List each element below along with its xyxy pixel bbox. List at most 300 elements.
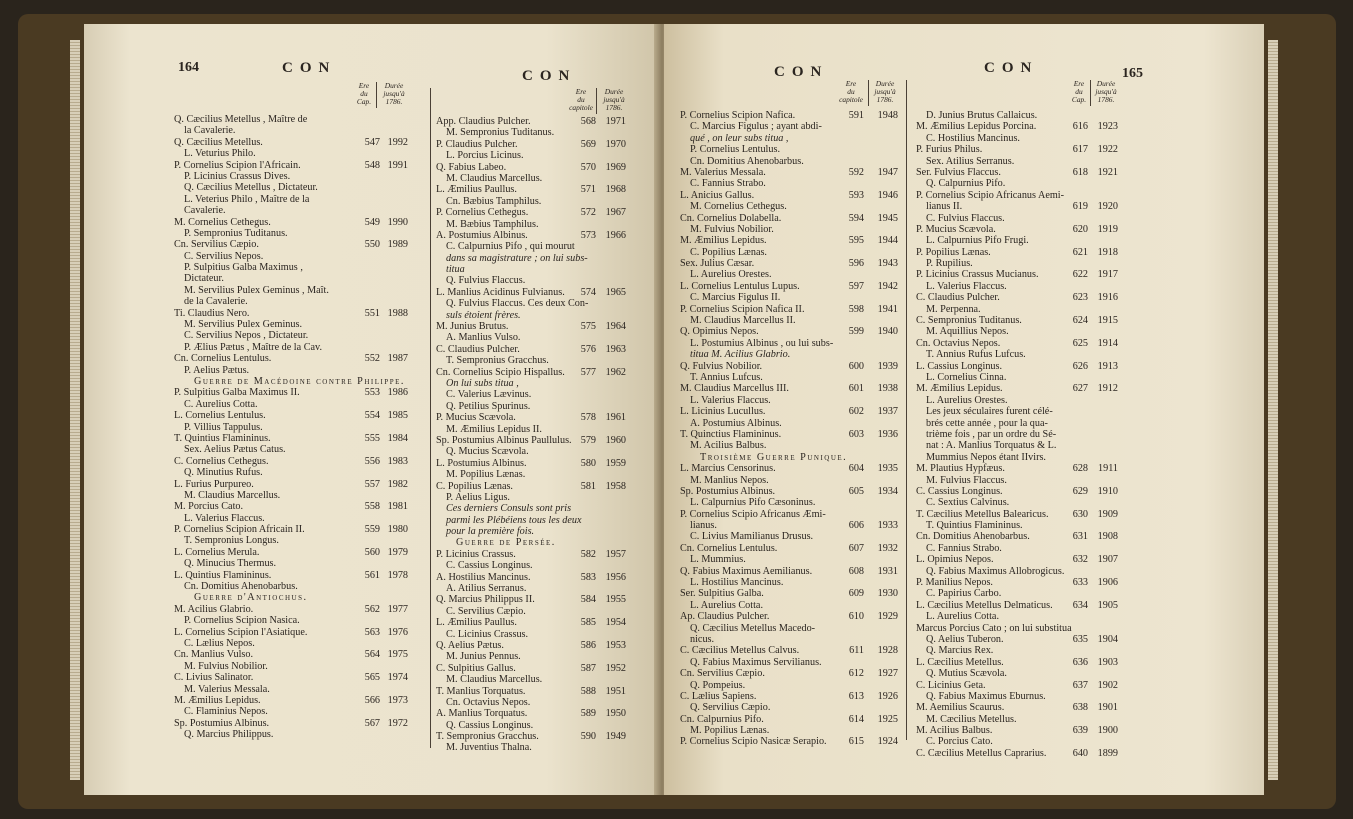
duration-year: 1951 (605, 685, 626, 697)
column-head-duration: Durée jusqu'à 1786. (874, 79, 896, 104)
consul-name: P. Cornelius Scipio Africanus Aemi- (916, 189, 1064, 201)
era-year: 597 (848, 280, 864, 292)
consul-name: M. Servilius Pulex Geminus , Maît. (184, 284, 329, 296)
consul-entry (916, 531, 1136, 542)
consul-entry (174, 638, 410, 649)
consul-entry (174, 319, 410, 330)
consul-entry (174, 581, 410, 592)
consul-name: A. Manlius Vulso. (446, 332, 521, 344)
consul-name: M. Acilius Balbus. (916, 725, 993, 737)
era-year: 599 (848, 326, 864, 338)
duration-year: 1985 (387, 410, 408, 422)
era-year: 554 (364, 410, 380, 422)
era-year: 613 (848, 690, 864, 702)
consul-entry (436, 446, 632, 457)
era-year: 568 (580, 116, 596, 127)
consul-entry (916, 475, 1136, 486)
consul-name: Q. Fulvius Flaccus. Ces deux Con- (446, 298, 589, 310)
duration-year: 1914 (1097, 337, 1118, 349)
consul-name: C. Cæcilius Metellus Calvus. (680, 645, 800, 657)
duration-year: 1953 (605, 639, 626, 651)
era-year: 589 (580, 708, 596, 720)
consul-name: L. Cæcilius Metellus Delmaticus. (916, 599, 1053, 611)
consul-entry (680, 600, 904, 611)
consul-name: M. Valerius Messala. (680, 166, 766, 178)
consul-name: M. Claudius Marcellus. (446, 674, 543, 686)
consul-entry (680, 680, 904, 691)
consul-entry (680, 668, 904, 679)
consul-name: Dictateur. (184, 273, 224, 285)
consul-entry (174, 262, 410, 273)
duration-year: 1971 (605, 116, 626, 127)
consul-name: Guerre de Macédoine contre Philippe. (194, 375, 405, 387)
note-line (916, 406, 1136, 417)
consul-name: C. Marcius Figulus ; ayant abdi- (690, 121, 822, 133)
column-head-era: Ere du Cap. (356, 81, 372, 106)
era-year: 587 (580, 662, 596, 674)
era-year: 623 (1072, 292, 1088, 304)
consul-name: M. Junius Brutus. (436, 321, 509, 333)
duration-year: 1969 (605, 161, 626, 173)
era-year: 605 (848, 485, 864, 497)
consul-name: Cn. Domitius Ahenobarbus. (690, 155, 804, 167)
era-year: 612 (848, 668, 864, 680)
consul-entry (174, 308, 410, 319)
era-year: 636 (1072, 656, 1088, 668)
consul-entry (436, 515, 632, 526)
era-year: 611 (849, 645, 864, 657)
consul-entry (916, 178, 1136, 189)
era-year: 564 (364, 649, 380, 661)
consul-name: Q. Cæcilius Metellus , Dictateur. (184, 182, 318, 194)
duration-year: 1975 (387, 649, 408, 661)
duration-year: 1909 (1097, 508, 1118, 520)
consul-name: Q. Fulvius Flaccus. (446, 275, 526, 287)
consul-entry (916, 167, 1136, 178)
column-head-era: Ere du capitole (569, 87, 593, 112)
consul-entry (436, 275, 632, 286)
consul-name: Sp. Postumius Albinus. (174, 717, 270, 729)
duration-year: 1903 (1097, 656, 1118, 668)
consul-entry (436, 674, 632, 685)
consul-name: C. Servilius Cæpio. (446, 605, 526, 617)
consul-entry (916, 281, 1136, 292)
consul-name: On lui subs titua , (446, 377, 519, 389)
consul-name: Q. Aelius Tuberon. (926, 633, 1004, 645)
era-year: 640 (1072, 747, 1088, 759)
consul-name: Q. Marcius Philippus II. (436, 594, 535, 606)
consul-entry (174, 399, 410, 410)
era-year: 556 (364, 455, 380, 467)
consul-entry (916, 269, 1136, 280)
consul-entry (680, 201, 904, 212)
era-year: 580 (580, 457, 596, 469)
consul-entry (916, 156, 1136, 167)
consul-name: M. Acilius Balbus. (690, 440, 767, 452)
consul-entry (916, 292, 1136, 303)
duration-year: 1929 (877, 611, 898, 623)
consul-entry (680, 133, 904, 144)
consul-name: T. Sempronius Gracchus. (446, 355, 549, 367)
consul-name: P. Mucius Scævola. (916, 223, 996, 235)
consul-name: trième fois , par un ordre du Sé- (926, 428, 1057, 440)
consul-name: Q. Marcius Philippus. (184, 729, 274, 741)
era-year: 621 (1072, 246, 1088, 258)
consul-name: L. Postumius Albinus , ou lui subs- (690, 337, 834, 349)
consul-entry (436, 481, 632, 492)
consul-name: App. Claudius Pulcher. (436, 116, 531, 127)
era-year: 595 (848, 235, 864, 247)
consul-entry (916, 668, 1136, 679)
duration-year: 1916 (1097, 292, 1118, 304)
duration-year: 1911 (1098, 463, 1118, 475)
consul-name: L. Aurelius Orestes. (690, 269, 772, 281)
consul-name: T. Sempronius Longus. (184, 535, 279, 547)
consul-name: pour la première fois. (446, 526, 535, 538)
consul-entry (174, 684, 410, 695)
duration-year: 1931 (877, 565, 898, 577)
consul-entry (436, 127, 632, 138)
consul-name: L. Mummius. (690, 554, 746, 566)
consul-entry (436, 651, 632, 662)
era-year: 624 (1072, 315, 1088, 327)
duration-year: 1957 (605, 548, 626, 560)
consul-name: Cn. Calpurnius Pifo. (680, 713, 764, 725)
consul-entry (916, 349, 1136, 360)
consul-entry (680, 429, 904, 440)
consul-entry (174, 695, 410, 706)
consul-entry (174, 353, 410, 364)
consul-name: M. Popilius Lænas. (690, 725, 770, 737)
consul-entry (174, 672, 410, 683)
consul-entry (174, 456, 410, 467)
duration-year: 1992 (387, 136, 408, 148)
duration-year: 1948 (877, 110, 898, 121)
era-year: 557 (364, 478, 380, 490)
consul-entry (680, 292, 904, 303)
duration-year: 1973 (387, 694, 408, 706)
era-year: 610 (848, 611, 864, 623)
consul-name: T. Quinctius Flamininus. (680, 428, 782, 440)
duration-year: 1901 (1097, 702, 1118, 714)
consul-entry (436, 378, 632, 389)
era-year: 591 (848, 110, 864, 121)
consul-entry (174, 706, 410, 717)
consul-entry (916, 372, 1136, 383)
duration-year: 1959 (605, 457, 626, 469)
consul-entry (680, 577, 904, 588)
duration-year: 1904 (1097, 633, 1118, 645)
consul-entry (680, 736, 904, 747)
consul-name: P. Sulpitius Galba Maximus , (184, 262, 303, 274)
consul-name: Cn. Cornelius Scipio Hispallus. (436, 366, 565, 378)
era-year: 603 (848, 428, 864, 440)
consul-entry (174, 285, 410, 296)
duration-year: 1926 (877, 690, 898, 702)
consul-entry (174, 365, 410, 376)
consul-name: P. Licinius Crassus Mucianus. (916, 269, 1039, 281)
consul-entry (916, 736, 1136, 747)
consul-name: M. Aemilius Scaurus. (916, 702, 1005, 714)
era-year: 594 (848, 212, 864, 224)
consul-name: C. Livius Mamilianus Drusus. (690, 531, 814, 543)
consul-name: P. Manilius Nepos. (916, 577, 993, 589)
consul-entry (436, 594, 632, 605)
consul-name: Cn. Manlius Vulso. (174, 649, 254, 661)
consul-entry (680, 213, 904, 224)
era-year: 622 (1072, 269, 1088, 281)
consul-name: C. Fannius Strabo. (926, 542, 1002, 554)
consul-entry (436, 697, 632, 708)
duration-year: 1970 (605, 138, 626, 150)
consul-name: suls étoient frères. (446, 309, 521, 321)
consul-name: Ap. Claudius Pulcher. (680, 611, 770, 623)
section-heading (174, 376, 410, 387)
consul-name: A. Postumius Albinus. (690, 417, 782, 429)
consul-entry (916, 714, 1136, 725)
era-year: 627 (1072, 383, 1088, 395)
consul-name: Sp. Postumius Albinus. (680, 485, 776, 497)
consul-name: L. Licinius Lucullus. (680, 406, 766, 418)
consul-list-column (436, 116, 632, 754)
consul-entry (174, 513, 410, 524)
consul-name: Q. Mutius Scævola. (926, 668, 1007, 680)
consul-name: Cn. Cornelius Lentulus. (174, 353, 272, 365)
era-year: 582 (580, 548, 596, 560)
duration-year: 1991 (387, 159, 408, 171)
consul-name: C. Sulpitius Gallus. (436, 662, 516, 674)
consul-name: C. Sextius Calvinus. (926, 497, 1010, 509)
era-year: 639 (1072, 725, 1088, 737)
consul-entry (174, 729, 410, 740)
era-year: 620 (1072, 223, 1088, 235)
consul-name: P. Licinius Crassus. (436, 548, 516, 560)
consul-name: dans sa magistrature ; on lui subs- (446, 252, 588, 264)
consul-name: C. Calpurnius Pifo , qui mourut (446, 241, 575, 253)
consul-entry (174, 330, 410, 341)
consul-name: C. Porcius Cato. (926, 736, 993, 748)
duration-year: 1956 (605, 571, 626, 583)
consul-entry (916, 224, 1136, 235)
consul-name: M. Fulvius Nobilior. (690, 223, 774, 235)
duration-year: 1989 (387, 239, 408, 251)
consul-name: D. Junius Brutus Callaicus. (926, 110, 1038, 121)
duration-year: 1977 (387, 603, 408, 615)
era-year: 592 (848, 166, 864, 178)
era-year: 629 (1072, 485, 1088, 497)
consul-name: M. Æmilius Lepidus. (680, 235, 767, 247)
duration-year: 1980 (387, 524, 408, 536)
consul-name: Cn. Octavius Nepos. (446, 696, 531, 708)
consul-name: Q. Cassius Longinus. (446, 719, 534, 731)
duration-year: 1942 (877, 280, 898, 292)
consul-name: C. Fannius Strabo. (690, 178, 766, 190)
consul-name: M. Cornelius Cethegus. (174, 216, 271, 228)
consul-name: Q. Minucius Thermus. (184, 558, 277, 570)
consul-name: C. Aurelius Cotta. (184, 398, 258, 410)
consul-name: M. Acilius Glabrio. (174, 603, 254, 615)
consul-entry (436, 663, 632, 674)
era-year: 632 (1072, 554, 1088, 566)
consul-entry (680, 304, 904, 315)
consul-entry (436, 355, 632, 366)
consul-entry (916, 383, 1136, 394)
duration-year: 1932 (877, 542, 898, 554)
duration-year: 1927 (877, 668, 898, 680)
consul-entry (436, 344, 632, 355)
consul-entry (680, 144, 904, 155)
consul-entry (916, 588, 1136, 599)
era-year: 630 (1072, 508, 1088, 520)
consul-name: P. Sulpitius Galba Maximus II. (174, 387, 300, 399)
duration-year: 1987 (387, 353, 408, 365)
consul-name: C. Cæcilius Metellus Caprarius. (916, 747, 1047, 759)
consul-list-column (680, 110, 904, 748)
duration-year: 1930 (877, 588, 898, 600)
era-year: 560 (364, 546, 380, 558)
consul-entry (916, 133, 1136, 144)
era-year: 579 (580, 434, 596, 446)
era-year: 637 (1072, 679, 1088, 691)
consul-name: Troisième Guerre Punique. (700, 451, 848, 463)
consul-name: A. Postumius Albinus. (436, 229, 528, 241)
duration-year: 1908 (1097, 531, 1118, 543)
consul-name: T. Quintius Flamininus. (926, 520, 1023, 532)
consul-name: Sex. Atilius Serranus. (926, 155, 1015, 167)
era-year: 581 (580, 480, 596, 492)
note-line (916, 418, 1136, 429)
consul-entry (680, 418, 904, 429)
consul-entry (174, 422, 410, 433)
consul-name: P. Cornelius Scipion Nafica. (680, 110, 796, 121)
consul-entry (680, 178, 904, 189)
consul-entry (436, 241, 632, 252)
era-year: 631 (1072, 531, 1088, 543)
consul-entry (436, 253, 632, 264)
consul-entry (174, 342, 410, 353)
duration-year: 1940 (877, 326, 898, 338)
consul-name: Q. Mucius Scævola. (446, 446, 529, 458)
consul-name: Q. Marcius Rex. (926, 645, 994, 657)
consul-entry (680, 691, 904, 702)
consul-name: T. Quintius Flamininus. (174, 432, 271, 444)
consul-name: lianus. (690, 520, 717, 532)
consul-entry (174, 296, 410, 307)
consul-entry (174, 114, 410, 125)
consul-name: L. Manlius Acidinus Fulvianus. (436, 286, 565, 298)
consul-entry (680, 110, 904, 121)
era-year: 601 (848, 383, 864, 395)
consul-entry (916, 144, 1136, 155)
consul-name: qué , on leur subs titua , (690, 132, 789, 144)
era-year: 586 (580, 639, 596, 651)
consul-entry (680, 269, 904, 280)
consul-entry (916, 554, 1136, 565)
duration-year: 1945 (877, 212, 898, 224)
era-year: 552 (364, 353, 380, 365)
consul-name: C. Cassius Longinus. (446, 560, 533, 572)
consul-entry (680, 338, 904, 349)
consul-name: C. Cornelius Cethegus. (174, 455, 269, 467)
consul-name: P. Furius Philus. (916, 144, 983, 156)
section-heading (174, 592, 410, 603)
consul-name: titua M. Acilius Glabrio. (690, 349, 791, 361)
consul-entry (436, 196, 632, 207)
era-year: 565 (364, 672, 380, 684)
consul-name: Ti. Claudius Nero. (174, 307, 250, 319)
era-year: 559 (364, 524, 380, 536)
era-year: 574 (580, 286, 596, 298)
consul-name: P. Aelius Pætus. (184, 364, 250, 376)
era-year: 593 (848, 189, 864, 201)
consul-name: Ser. Fulvius Flaccus. (916, 166, 1001, 178)
consul-name: lianus II. (926, 201, 963, 213)
era-year: 575 (580, 321, 596, 333)
consul-entry (680, 361, 904, 372)
consul-name: C. Cassius Longinus. (916, 485, 1003, 497)
consul-name: Q. Cæcilius Metellus , Maître de (174, 114, 308, 125)
consul-entry (916, 235, 1136, 246)
duration-year: 1924 (877, 736, 898, 748)
consul-entry (436, 230, 632, 241)
consul-entry (174, 615, 410, 626)
duration-year: 1918 (1097, 246, 1118, 258)
consul-name: P. Aelius Ligus. (446, 491, 510, 503)
duration-year: 1910 (1097, 485, 1118, 497)
era-year: 573 (580, 229, 596, 241)
consul-name: T. Sempronius Gracchus. (436, 731, 539, 743)
consul-name: P. Cornelius Cethegus. (436, 207, 529, 219)
era-year: 558 (364, 501, 380, 513)
era-year: 633 (1072, 577, 1088, 589)
consul-entry (436, 742, 632, 753)
consul-name: P. Rupilius. (926, 258, 973, 270)
consul-entry (680, 486, 904, 497)
duration-year: 1950 (605, 708, 626, 720)
era-year: 549 (364, 216, 380, 228)
consul-name: L. Porcius Licinus. (446, 150, 524, 162)
consul-name: L. Cornelius Merula. (174, 546, 260, 558)
duration-year: 1920 (1097, 201, 1118, 213)
consul-entry (680, 509, 904, 520)
duration-year: 1944 (877, 235, 898, 247)
duration-year: 1952 (605, 662, 626, 674)
duration-year: 1961 (605, 412, 626, 424)
consul-name: M. Sempronius Tuditanus. (446, 127, 555, 139)
duration-year: 1906 (1097, 577, 1118, 589)
column-divider (430, 88, 431, 748)
right-page (664, 24, 1264, 795)
consul-name: L. Cæcilius Metellus. (916, 656, 1004, 668)
consul-entry (436, 116, 632, 127)
consul-name: A. Hostilius Mancinus. (436, 571, 531, 583)
consul-entry (436, 184, 632, 195)
consul-entry (680, 156, 904, 167)
era-year: 617 (1072, 144, 1088, 156)
consul-entry (174, 627, 410, 638)
consul-name: Guerre d'Antiochus. (194, 592, 308, 604)
consul-entry (436, 640, 632, 651)
consul-name: Q. Cæcilius Metellus Macedo- (690, 622, 816, 634)
consul-name: Q. Pompeius. (690, 679, 746, 691)
consul-entry (436, 458, 632, 469)
consul-name: P. Ælius Pætus , Maître de la Cav. (184, 341, 323, 353)
era-year: 562 (364, 603, 380, 615)
era-year: 598 (848, 303, 864, 315)
consul-name: Q. Fabius Maximus Allobrogicus. (926, 565, 1065, 577)
consul-entry (916, 611, 1136, 622)
duration-year: 1966 (605, 229, 626, 241)
